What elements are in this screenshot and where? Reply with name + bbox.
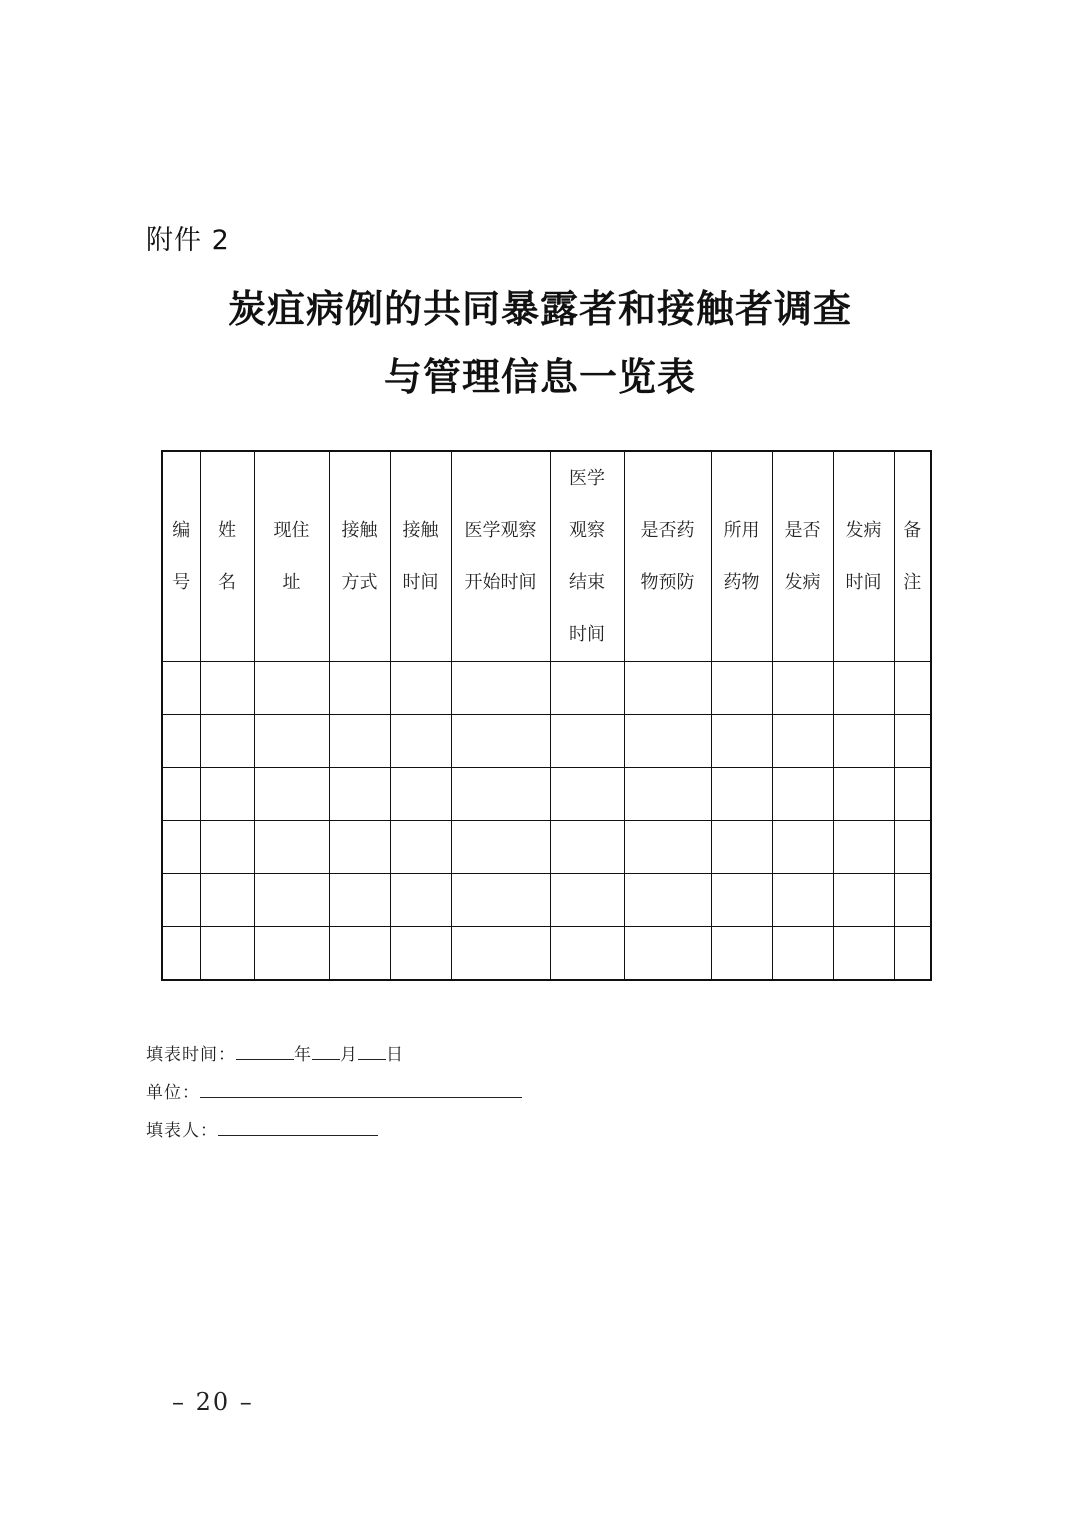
table-cell[interactable] (550, 821, 624, 874)
table-cell[interactable] (833, 874, 894, 927)
table-cell[interactable] (162, 662, 200, 715)
column-header-line: 所用 (723, 519, 760, 541)
day-blank[interactable] (358, 1045, 386, 1060)
column-header-line: 备 (903, 519, 922, 541)
table-cell[interactable] (894, 927, 931, 981)
table-cell[interactable] (390, 715, 451, 768)
column-header-line: 物预防 (640, 571, 695, 593)
column-header (550, 451, 624, 662)
table-row (162, 715, 931, 768)
table-cell[interactable] (162, 715, 200, 768)
filler-line (146, 1116, 378, 1141)
year-blank[interactable] (236, 1045, 294, 1060)
table-cell[interactable] (254, 662, 329, 715)
page-title-line-1: 炭疽病例的共同暴露者和接触者调查 (227, 286, 852, 331)
table-cell[interactable] (624, 715, 711, 768)
table-cell[interactable] (624, 821, 711, 874)
table-cell[interactable] (550, 662, 624, 715)
attachment-label: 附件 2 (146, 225, 230, 256)
table-cell[interactable] (254, 821, 329, 874)
unit-blank[interactable] (200, 1083, 522, 1098)
column-header-line: 注 (903, 571, 922, 593)
contacts-table (161, 450, 932, 981)
column-header-line: 结束 (569, 571, 605, 593)
column-header (833, 451, 894, 662)
table-cell[interactable] (200, 662, 254, 715)
table-row (162, 927, 931, 981)
table-cell[interactable] (772, 821, 833, 874)
unit-line (146, 1078, 522, 1103)
column-header-line: 方式 (341, 571, 378, 593)
table-cell[interactable] (772, 715, 833, 768)
column-header-line: 是否药 (640, 519, 695, 541)
table-cell[interactable] (624, 874, 711, 927)
table-cell[interactable] (833, 821, 894, 874)
table-cell[interactable] (550, 927, 624, 981)
table-cell[interactable] (772, 874, 833, 927)
fill-time-line (146, 1040, 404, 1065)
table-cell[interactable] (772, 662, 833, 715)
column-header-line: 开始时间 (464, 571, 537, 593)
column-header (894, 451, 931, 662)
table-cell[interactable] (329, 927, 390, 981)
table-cell[interactable] (390, 874, 451, 927)
column-header-line: 医学 (569, 467, 605, 489)
table-cell[interactable] (451, 662, 550, 715)
table-cell[interactable] (550, 874, 624, 927)
table-cell[interactable] (329, 874, 390, 927)
table-cell[interactable] (550, 715, 624, 768)
table-cell[interactable] (329, 821, 390, 874)
table-cell[interactable] (711, 768, 772, 821)
year-label: 年 (294, 1045, 312, 1065)
table-cell[interactable] (451, 768, 550, 821)
table-row (162, 662, 931, 715)
table-cell[interactable] (624, 927, 711, 981)
page-number: – 20 – (172, 1388, 254, 1416)
table-cell[interactable] (200, 821, 254, 874)
table-row (162, 874, 931, 927)
table-cell[interactable] (894, 662, 931, 715)
column-header-line: 号 (172, 571, 191, 593)
table-cell[interactable] (711, 715, 772, 768)
column-header-line: 发病 (845, 519, 882, 541)
table-cell[interactable] (390, 768, 451, 821)
column-header-line: 接触 (402, 519, 439, 541)
table-cell[interactable] (624, 768, 711, 821)
table-cell[interactable] (833, 768, 894, 821)
table-cell[interactable] (162, 821, 200, 874)
table-cell[interactable] (254, 715, 329, 768)
table-cell[interactable] (329, 768, 390, 821)
table-header-row (162, 451, 931, 662)
column-header (329, 451, 390, 662)
column-header-line: 编 (172, 519, 191, 541)
table-cell[interactable] (894, 768, 931, 821)
column-header (451, 451, 550, 662)
column-header-line: 发病 (784, 571, 821, 593)
column-header-line: 现住 (273, 519, 310, 541)
table-cell[interactable] (833, 715, 894, 768)
table-cell[interactable] (772, 927, 833, 981)
table-cell[interactable] (390, 662, 451, 715)
table-cell[interactable] (162, 874, 200, 927)
filler-blank[interactable] (218, 1121, 378, 1136)
table-cell[interactable] (624, 662, 711, 715)
table-cell[interactable] (200, 768, 254, 821)
column-header-line: 址 (282, 571, 301, 593)
table-row (162, 768, 931, 821)
table-cell[interactable] (329, 715, 390, 768)
table-cell[interactable] (772, 768, 833, 821)
table-cell[interactable] (894, 874, 931, 927)
table-cell[interactable] (894, 715, 931, 768)
column-header-line: 时间 (402, 571, 439, 593)
table-cell[interactable] (894, 821, 931, 874)
table-cell[interactable] (711, 662, 772, 715)
page-title-line-2: 与管理信息一览表 (383, 354, 696, 399)
table-cell[interactable] (329, 662, 390, 715)
day-label: 日 (386, 1045, 404, 1065)
table-cell[interactable] (200, 927, 254, 981)
table-cell[interactable] (254, 874, 329, 927)
table-cell[interactable] (451, 715, 550, 768)
column-header (772, 451, 833, 662)
month-label: 月 (340, 1045, 358, 1065)
column-header-line: 医学观察 (464, 519, 537, 541)
column-header-line: 姓 (218, 519, 236, 541)
table-cell[interactable] (711, 874, 772, 927)
table-cell[interactable] (833, 662, 894, 715)
unit-label: 单位： (146, 1083, 200, 1103)
column-header-line: 药物 (723, 571, 760, 593)
table-cell[interactable] (451, 874, 550, 927)
table-cell[interactable] (254, 768, 329, 821)
table-cell[interactable] (254, 927, 329, 981)
table-cell[interactable] (162, 927, 200, 981)
table-cell[interactable] (451, 927, 550, 981)
table-cell[interactable] (711, 821, 772, 874)
column-header-line: 时间 (569, 623, 605, 645)
table-cell[interactable] (451, 821, 550, 874)
table-cell[interactable] (390, 821, 451, 874)
table-cell[interactable] (162, 768, 200, 821)
filler-label: 填表人： (146, 1121, 218, 1141)
table-cell[interactable] (833, 927, 894, 981)
column-header-line: 时间 (845, 571, 882, 593)
table-cell[interactable] (711, 927, 772, 981)
column-header (254, 451, 329, 662)
table-cell[interactable] (550, 768, 624, 821)
month-blank[interactable] (312, 1045, 340, 1060)
column-header-line: 观察 (569, 519, 605, 541)
column-header-line: 名 (218, 571, 236, 593)
column-header (711, 451, 772, 662)
column-header-line: 是否 (784, 519, 821, 541)
table-row (162, 821, 931, 874)
table-cell[interactable] (200, 715, 254, 768)
column-header (200, 451, 254, 662)
table-cell[interactable] (200, 874, 254, 927)
column-header (162, 451, 200, 662)
table-cell[interactable] (390, 927, 451, 981)
column-header (624, 451, 711, 662)
column-header-line: 接触 (341, 519, 378, 541)
column-header (390, 451, 451, 662)
fill-time-label: 填表时间： (146, 1045, 236, 1065)
